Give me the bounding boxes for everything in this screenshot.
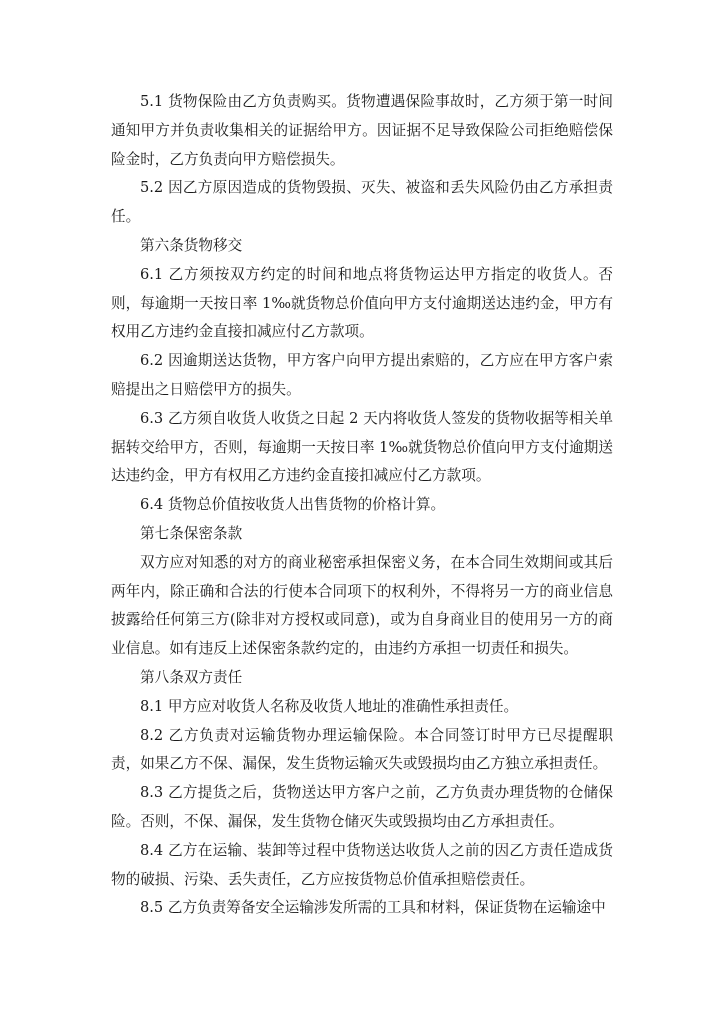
- clause-6-4: 6.4 货物总价值按收货人出售货物的价格计算。: [140, 496, 446, 514]
- clause-8-3: 8.3 乙方提货之后，货物送达甲方客户之前，乙方负责办理货物的仓储保险。否则，不保、漏保，发生货物仓储灭失或毁损均由乙方承担责任。: [111, 784, 613, 830]
- clause-6-3: 6.3 乙方须自收货人收货之日起 2 天内将收货人签发的货物收据等相关单据转交给甲方，否则，每逾期一天按日率 1‰就货物总价值向甲方支付逾期送达违约金，甲方有权用乙方违约金直接扣减应付乙方款项。: [111, 409, 613, 485]
- clause-6-2: 6.2 因逾期送达货物，甲方客户向甲方提出索赔的，乙方应在甲方客户索赔提出之日赔偿甲方的损失。: [111, 352, 613, 398]
- document-page: [111, 88, 613, 923]
- section-heading-6: 第六条货物移交: [140, 236, 243, 254]
- clause-6-1: 6.1 乙方须按双方约定的时间和地点将货物运达甲方指定的收货人。否则，每逾期一天按日率 1‰就货物总价值向甲方支付逾期送达违约金，甲方有权用乙方违约金直接扣减应付乙方款项。: [111, 265, 613, 341]
- section-heading-8: 第八条双方责任: [140, 668, 243, 686]
- clause-7-body: 双方应对知悉的对方的商业秘密承担保密义务，在本合同生效期间或其后两年内，除正确和合法的行使本合同项下的权利外，不得将另一方的商业信息披露给任何第三方(除非对方授权或同意)，或为自身商业目的使用另一方的商业信息。如有违反上述保密条款约定的，由违约方承担一切责任和损失。: [111, 553, 613, 658]
- section-heading-7: 第七条保密条款: [140, 524, 243, 542]
- clause-8-5: 8.5 乙方负责筹备安全运输涉发所需的工具和材料，保证货物在运输途中: [140, 899, 606, 917]
- clause-5-1: 5.1 货物保险由乙方负责购买。货物遭遇保险事故时，乙方须于第一时间通知甲方并负责收集相关的证据给甲方。因证据不足导致保险公司拒绝赔偿保险金时，乙方负责向甲方赔偿损失。: [111, 93, 613, 168]
- clause-5-2: 5.2 因乙方原因造成的货物毁损、灭失、被盗和丢失风险仍由乙方承担责任。: [111, 179, 613, 226]
- clause-8-1: 8.1 甲方应对收货人名称及收货人地址的准确性承担责任。: [140, 697, 519, 715]
- clause-8-2: 8.2 乙方负责对运输货物办理运输保险。本合同签订时甲方已尽提醒职责，如果乙方不保、漏保，发生货物运输灭失或毁损均由乙方独立承担责任。: [111, 726, 613, 773]
- clause-8-4: 8.4 乙方在运输、装卸等过程中货物送达收货人之前的因乙方责任造成货物的破损、污染、丢失责任，乙方应按货物总价值承担赔偿责任。: [111, 841, 613, 888]
